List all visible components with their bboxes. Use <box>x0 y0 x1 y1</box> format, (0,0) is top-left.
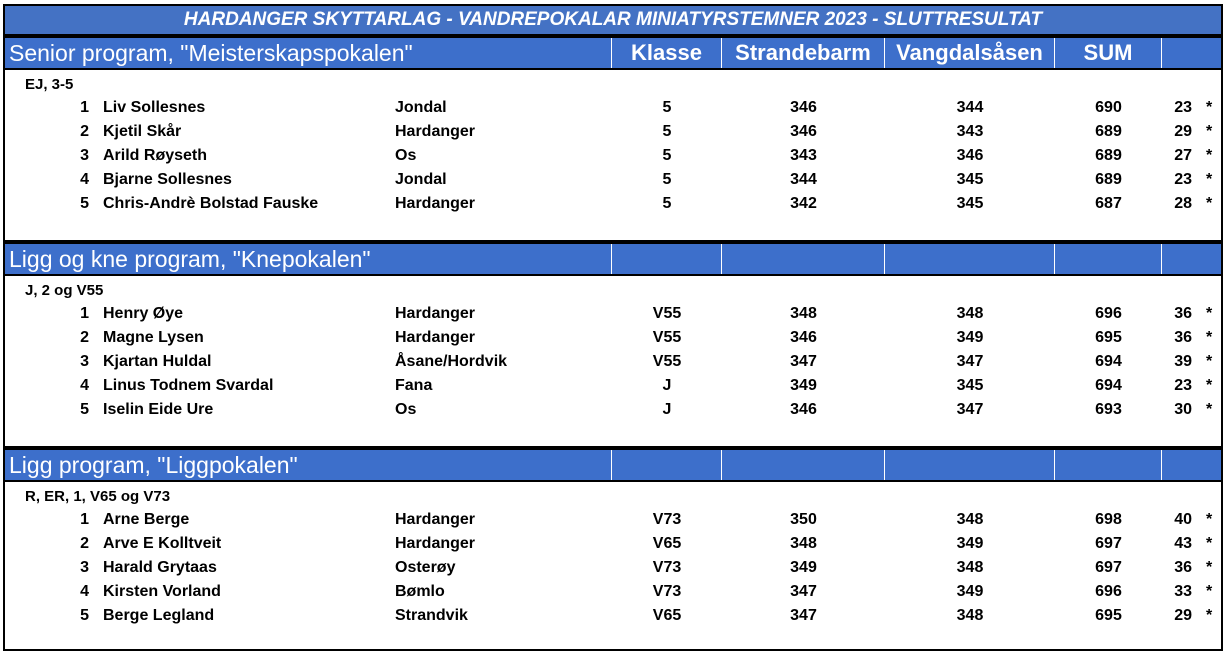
inner-tens-cell: 23 <box>1174 99 1192 116</box>
name-cell: Kjetil Skår <box>103 123 182 140</box>
table-row <box>5 398 1221 422</box>
klasse-cell: J <box>662 377 672 394</box>
table-row <box>5 508 1221 532</box>
name-cell: Berge Legland <box>103 607 215 624</box>
club-cell: Jondal <box>395 171 447 188</box>
inner-tens-cell: 40 <box>1174 511 1192 528</box>
strandebarm-score-cell: 346 <box>790 401 817 418</box>
sum-cell: 695 <box>1095 329 1122 346</box>
star-marker: * <box>1206 559 1213 576</box>
name-cell: Bjarne Sollesnes <box>103 171 232 188</box>
table-row <box>5 374 1221 398</box>
table-row <box>5 350 1221 374</box>
sum-cell: 696 <box>1095 305 1122 322</box>
vangdalsasen-score-cell: 348 <box>956 511 984 528</box>
club-cell: Bømlo <box>395 583 445 600</box>
class-group-label: EJ, 3-5 <box>25 76 74 93</box>
club-cell: Åsane/Hordvik <box>395 353 508 370</box>
klasse-cell: V65 <box>652 535 682 552</box>
sum-cell: 690 <box>1095 99 1122 116</box>
sum-cell: 689 <box>1095 123 1122 140</box>
name-cell: Chris-Andrè Bolstad Fauske <box>103 195 319 212</box>
name-cell: Linus Todnem Svardal <box>103 377 274 394</box>
star-marker: * <box>1206 607 1213 624</box>
place-cell: 3 <box>80 353 89 370</box>
club-cell: Hardanger <box>395 305 476 322</box>
sum-cell: 694 <box>1095 377 1122 394</box>
klasse-cell: V73 <box>652 511 682 528</box>
klasse-cell: V65 <box>652 607 682 624</box>
inner-tens-cell: 29 <box>1174 123 1192 140</box>
star-marker: * <box>1206 535 1213 552</box>
table-row <box>5 120 1221 144</box>
strandebarm-score-cell: 350 <box>790 511 817 528</box>
vangdalsasen-score-cell: 345 <box>956 171 984 188</box>
star-marker: * <box>1206 147 1213 164</box>
sum-cell: 694 <box>1095 353 1122 370</box>
strandebarm-score-cell: 347 <box>790 583 817 600</box>
class-group-label: J, 2 og V55 <box>25 282 104 299</box>
strandebarm-score-cell: 346 <box>790 123 817 140</box>
sum-cell: 695 <box>1095 607 1122 624</box>
vangdalsasen-score-cell: 345 <box>956 377 984 394</box>
table-row <box>5 302 1221 326</box>
name-cell: Arild Røyseth <box>103 147 208 164</box>
strandebarm-score-cell: 344 <box>790 171 817 188</box>
inner-tens-cell: 33 <box>1174 583 1192 600</box>
table-row <box>5 326 1221 350</box>
place-cell: 2 <box>80 535 89 552</box>
place-cell: 1 <box>80 99 89 116</box>
inner-tens-cell: 36 <box>1174 559 1192 576</box>
table-row <box>5 580 1221 604</box>
star-marker: * <box>1206 511 1213 528</box>
klasse-cell: 5 <box>662 195 672 212</box>
inner-tens-cell: 23 <box>1174 171 1192 188</box>
section-header-liggpokalen <box>5 448 1221 482</box>
strandebarm-score-cell: 349 <box>790 559 817 576</box>
inner-tens-cell: 23 <box>1174 377 1192 394</box>
section-title: Ligg og kne program, "Knepokalen" <box>5 244 612 274</box>
vangdalsasen-score-cell: 349 <box>956 329 984 346</box>
name-cell: Kirsten Vorland <box>103 583 221 600</box>
name-cell: Henry Øye <box>103 305 184 322</box>
klasse-cell: V73 <box>652 559 682 576</box>
vangdalsasen-score-cell: 349 <box>956 583 984 600</box>
klasse-cell: V55 <box>652 305 682 322</box>
sum-cell: 697 <box>1095 559 1122 576</box>
inner-tens-cell: 39 <box>1174 353 1192 370</box>
name-cell: Arne Berge <box>103 511 190 528</box>
sum-cell: 698 <box>1095 511 1122 528</box>
club-cell: Os <box>395 401 417 418</box>
inner-tens-cell: 28 <box>1174 195 1192 212</box>
name-cell: Magne Lysen <box>103 329 204 346</box>
vangdalsasen-score-cell: 346 <box>956 147 984 164</box>
strandebarm-score-cell: 342 <box>790 195 817 212</box>
vangdalsasen-score-cell: 348 <box>956 559 984 576</box>
vangdalsasen-score-cell: 348 <box>956 607 984 624</box>
star-marker: * <box>1206 329 1213 346</box>
club-cell: Strandvik <box>395 607 468 624</box>
inner-tens-cell: 43 <box>1174 535 1192 552</box>
name-cell: Arve E Kolltveit <box>103 535 222 552</box>
col-sum: SUM <box>1055 38 1162 68</box>
vangdalsasen-score-cell: 347 <box>956 353 984 370</box>
club-cell: Os <box>395 147 417 164</box>
strandebarm-score-cell: 346 <box>790 99 817 116</box>
col-extra <box>1162 38 1221 68</box>
star-marker: * <box>1206 583 1213 600</box>
club-cell: Hardanger <box>395 123 476 140</box>
klasse-cell: 5 <box>662 123 672 140</box>
inner-tens-cell: 29 <box>1174 607 1192 624</box>
table-row <box>5 604 1221 628</box>
star-marker: * <box>1206 353 1213 370</box>
place-cell: 2 <box>80 123 89 140</box>
col-strandebarm: Strandebarm <box>722 38 885 68</box>
section-header-knepokalen <box>5 242 1221 276</box>
sum-cell: 689 <box>1095 171 1122 188</box>
place-cell: 5 <box>80 401 89 418</box>
section-body-knepokalen <box>5 276 1221 448</box>
klasse-cell: V55 <box>652 353 682 370</box>
section-header-senior <box>5 36 1221 70</box>
klasse-cell: 5 <box>662 99 672 116</box>
col-vangdalsasen: Vangdalsåsen <box>885 38 1055 68</box>
results-sheet <box>3 4 1223 651</box>
name-cell: Iselin Eide Ure <box>103 401 214 418</box>
star-marker: * <box>1206 401 1213 418</box>
star-marker: * <box>1206 195 1213 212</box>
sum-cell: 689 <box>1095 147 1122 164</box>
name-cell: Harald Grytaas <box>103 559 217 576</box>
inner-tens-cell: 30 <box>1174 401 1192 418</box>
vangdalsasen-score-cell: 343 <box>956 123 984 140</box>
table-row <box>5 532 1221 556</box>
strandebarm-score-cell: 348 <box>790 535 817 552</box>
sheet-title: HARDANGER SKYTTARLAG - VANDREPOKALAR MINIATYRSTEMNER 2023 - SLUTTRESULTAT <box>5 6 1221 36</box>
club-cell: Hardanger <box>395 329 476 346</box>
vangdalsasen-score-cell: 345 <box>956 195 984 212</box>
inner-tens-cell: 27 <box>1174 147 1192 164</box>
name-cell: Kjartan Huldal <box>103 353 212 370</box>
star-marker: * <box>1206 123 1213 140</box>
strandebarm-score-cell: 347 <box>790 607 817 624</box>
place-cell: 1 <box>80 305 89 322</box>
section-body-liggpokalen <box>5 482 1221 649</box>
club-cell: Osterøy <box>395 559 456 576</box>
section-title: Ligg program, "Liggpokalen" <box>5 450 612 480</box>
name-cell: Liv Sollesnes <box>103 99 206 116</box>
strandebarm-score-cell: 347 <box>790 353 817 370</box>
star-marker: * <box>1206 99 1213 116</box>
club-cell: Hardanger <box>395 195 476 212</box>
vangdalsasen-score-cell: 349 <box>956 535 984 552</box>
col-klasse: Klasse <box>612 38 722 68</box>
club-cell: Hardanger <box>395 535 476 552</box>
vangdalsasen-score-cell: 348 <box>956 305 984 322</box>
place-cell: 1 <box>80 511 89 528</box>
place-cell: 4 <box>80 583 89 600</box>
table-row <box>5 144 1221 168</box>
place-cell: 3 <box>80 147 89 164</box>
place-cell: 4 <box>80 171 89 188</box>
star-marker: * <box>1206 377 1213 394</box>
strandebarm-score-cell: 349 <box>790 377 817 394</box>
section-title: Senior program, "Meisterskapspokalen" <box>5 38 612 68</box>
sum-cell: 696 <box>1095 583 1122 600</box>
klasse-cell: V55 <box>652 329 682 346</box>
star-marker: * <box>1206 305 1213 322</box>
place-cell: 2 <box>80 329 89 346</box>
section-body-senior <box>5 70 1221 242</box>
club-cell: Jondal <box>395 99 447 116</box>
class-group-label: R, ER, 1, V65 og V73 <box>25 488 171 505</box>
klasse-cell: 5 <box>662 171 672 188</box>
inner-tens-cell: 36 <box>1174 329 1192 346</box>
inner-tens-cell: 36 <box>1174 305 1192 322</box>
sum-cell: 687 <box>1095 195 1122 212</box>
table-row <box>5 192 1221 216</box>
strandebarm-score-cell: 343 <box>790 147 817 164</box>
place-cell: 5 <box>80 607 89 624</box>
club-cell: Fana <box>395 377 433 394</box>
place-cell: 4 <box>80 377 89 394</box>
sum-cell: 697 <box>1095 535 1122 552</box>
table-row <box>5 168 1221 192</box>
table-row <box>5 556 1221 580</box>
strandebarm-score-cell: 348 <box>790 305 817 322</box>
table-row <box>5 96 1221 120</box>
vangdalsasen-score-cell: 344 <box>956 99 984 116</box>
club-cell: Hardanger <box>395 511 476 528</box>
klasse-cell: V73 <box>652 583 682 600</box>
klasse-cell: J <box>662 401 672 418</box>
klasse-cell: 5 <box>662 147 672 164</box>
star-marker: * <box>1206 171 1213 188</box>
sum-cell: 693 <box>1095 401 1122 418</box>
strandebarm-score-cell: 346 <box>790 329 817 346</box>
vangdalsasen-score-cell: 347 <box>956 401 984 418</box>
place-cell: 3 <box>80 559 89 576</box>
place-cell: 5 <box>80 195 89 212</box>
